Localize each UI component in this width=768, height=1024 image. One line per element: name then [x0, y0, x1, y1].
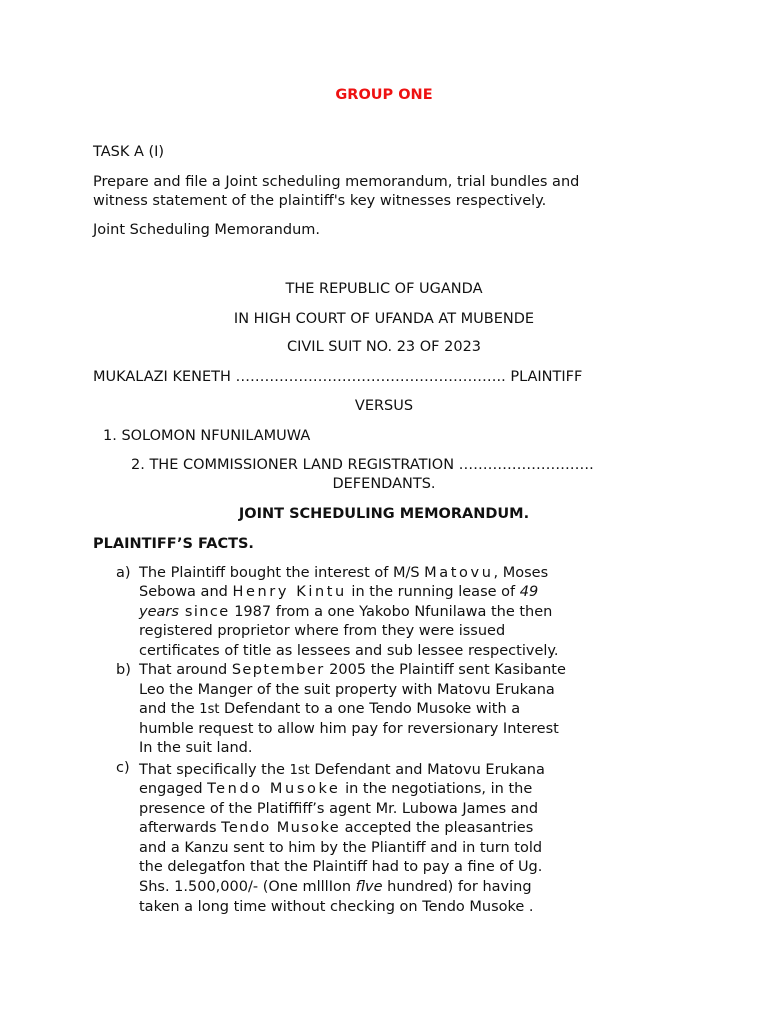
- fact-a-name: Henry Kintu: [232, 584, 347, 600]
- task-label: TASK A (I): [93, 144, 165, 160]
- memo-title: JOINT SCHEDULING MEMORANDUM.: [238, 506, 530, 522]
- fact-a-name: Matovu: [424, 565, 494, 581]
- fact-b-text: Defendant to a one Tendo Musoke with a: [219, 701, 521, 717]
- fact-a-spaced: since: [178, 604, 230, 620]
- fact-a-text: , Moses: [493, 565, 549, 581]
- fact-c-text: in the negotiations, in the: [340, 781, 533, 797]
- fact-c-text: afterwards: [139, 820, 222, 836]
- fact-a-italic: years: [139, 604, 179, 620]
- fact-c-line-8: taken a long time without checking on Tendo Musoke .: [139, 899, 534, 915]
- fact-a-line-3: [139, 603, 552, 622]
- court-title: IN HIGH COURT OF UFANDA AT MUBENDE: [233, 311, 535, 327]
- fact-c-line-6: the delegatfon that the Plaintiff had to pay a fine of Ug.: [139, 859, 543, 875]
- fact-c-text: Defendant and Matovu Erukana: [309, 762, 545, 778]
- fact-b-line-1: [139, 661, 566, 680]
- defendant-1: 1. SOLOMON NFUNILAMUWA: [103, 428, 311, 444]
- fact-b-spaced: September: [231, 662, 325, 678]
- fact-a-line-4: registered proprietor where from they were issued: [139, 623, 506, 639]
- section-label: Joint Scheduling Memorandum.: [93, 222, 320, 238]
- instruction-line-2: witness statement of the plaintiff's key witnesses respectively.: [93, 193, 547, 209]
- fact-c-text: hundred) for having: [382, 879, 532, 895]
- fact-a-text: 1987 from a one Yakobo Nfunilawa the then: [229, 604, 553, 620]
- fact-c-line-7: [139, 878, 532, 897]
- fact-c-text: Shs. 1.500,000/- (One mlllIon: [139, 879, 356, 895]
- instruction-line-1: Prepare and file a Joint scheduling memorandum, trial bundles and: [93, 174, 580, 190]
- republic-title: THE REPUBLIC OF UGANDA: [285, 281, 483, 297]
- fact-a-text: Sebowa and: [139, 584, 233, 600]
- fact-c-marker: c): [116, 760, 130, 776]
- fact-a-line-1: [139, 564, 548, 583]
- fact-a-marker: a): [116, 565, 131, 581]
- fact-c-name: Tendo Musoke: [207, 781, 341, 797]
- fact-b-text: That around: [139, 662, 232, 678]
- fact-a-line-5: certificates of title as lessees and sub lessee respectively.: [139, 643, 559, 659]
- fact-b-small: 1st: [199, 702, 220, 717]
- versus-label: VERSUS: [354, 398, 414, 414]
- fact-a-text: The Plaintiff bought the interest of M/S: [139, 565, 425, 581]
- fact-c-italic: flve: [355, 879, 383, 895]
- fact-b-line-3: [139, 700, 520, 719]
- fact-b-text: and the: [139, 701, 200, 717]
- document-heading: GROUP ONE: [335, 87, 433, 103]
- fact-c-line-1: [139, 761, 545, 780]
- fact-c-line-3: presence of the Platiffiff’s agent Mr. Lubowa James and: [139, 801, 539, 817]
- fact-c-line-4: [139, 819, 533, 838]
- fact-b-line-4: humble request to allow him pay for reversionary Interest: [139, 721, 559, 737]
- fact-a-italic: 49: [519, 584, 539, 600]
- fact-a-text: in the running lease of: [346, 584, 520, 600]
- facts-heading: PLAINTIFF’S FACTS.: [93, 536, 254, 552]
- fact-c-text: accepted the pleasantries: [340, 820, 534, 836]
- fact-c-text: That specifically the: [139, 762, 290, 778]
- fact-a-line-2: [139, 583, 538, 602]
- fact-c-line-5: and a Kanzu sent to him by the Pliantiff and in turn told: [139, 840, 543, 856]
- defendant-2-line-1: 2. THE COMMISSIONER LAND REGISTRATION ……………………….: [131, 457, 594, 473]
- defendant-2-line-2: DEFENDANTS.: [332, 476, 436, 492]
- fact-c-name: Tendo Musoke: [221, 820, 341, 836]
- plaintiff-line: MUKALAZI KENETH ……………………………………………….. PLAINTIFF: [93, 369, 583, 385]
- fact-c-line-2: [139, 780, 532, 799]
- suit-number: CIVIL SUIT NO. 23 OF 2023: [286, 339, 482, 355]
- fact-b-line-5: In the suit land.: [139, 740, 253, 756]
- fact-b-text: 2005 the Plaintiff sent Kasibante: [324, 662, 566, 678]
- fact-c-text: engaged: [139, 781, 208, 797]
- fact-c-small: 1st: [289, 763, 310, 778]
- fact-b-marker: b): [116, 662, 131, 678]
- fact-b-line-2: Leo the Manger of the suit property with Matovu Erukana: [139, 682, 555, 698]
